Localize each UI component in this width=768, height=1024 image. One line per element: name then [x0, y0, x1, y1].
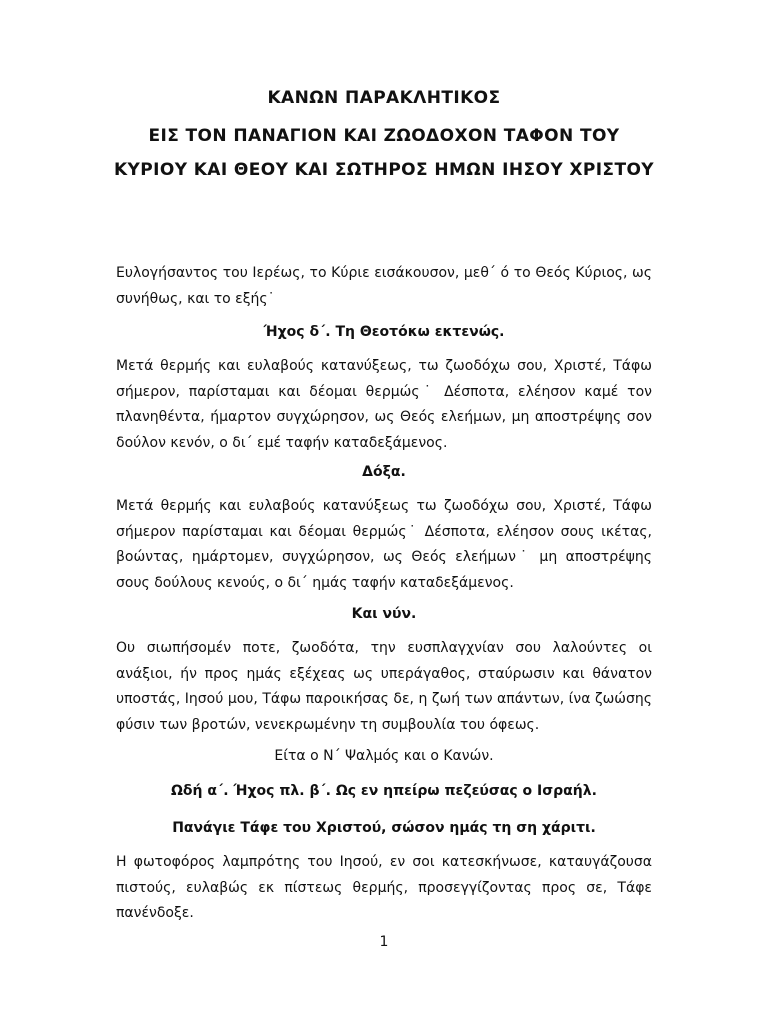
paragraph-4: Η φωτοφόρος λαμπρότης του Ιησού, εν σοι κατεσκήνωσε, καταυγάζουσα πιστούς, ευλαβώς εκ πίστεως θερμής, προσεγγίζοντας προς σε, Τάφε πανένδοξε.: [116, 854, 652, 922]
page-number: 1: [379, 934, 389, 950]
paragraph-1: Μετά θερμής και ευλαβούς κατανύξεως, τω ζωοδόχω σου, Χριστέ, Τάφω σήμερον, παρίσταμαι και δέομαι θερμώς˙ Δέσποτα, ελέησον καμέ τον πλανηθέντα, ήμαρτον συγχώρησον, ως Θεός ελεήμων, μη αποστρέψης σον δούλον κενόν, ο δι΄ εμέ ταφήν καταδεξάμενος.: [116, 358, 652, 451]
rubric-line: Είτα ο Ν΄ Ψαλμός και ο Κανών.: [274, 748, 494, 764]
section-heading-doxa: Δόξα.: [362, 464, 406, 480]
ode-heading: Ωδή α΄. Ήχος πλ. β΄. Ως εν ηπείρω πεζεύσας ο Ισραήλ.: [171, 783, 597, 799]
document-subtitle: ΕΙΣ ΤΟΝ ΠΑΝΑΓΙΟΝ ΚΑΙ ΖΩΟΔΟΧΟΝ ΤΑΦΟΝ ΤΟΥ ΚΥΡΙΟΥ ΚΑΙ ΘΕΟΥ ΚΑΙ ΣΩΤΗΡΟΣ ΗΜΩΝ ΙΗΣΟΥ ΧΡΙΣΤΟΥ: [113, 126, 655, 180]
paragraph-3: Ου σιωπήσομέν ποτε, ζωοδότα, την ευσπλαγχνίαν σου λαλούντες οι ανάξιοι, ήν προς ημάς εξέχεας ως υπεράγαθος, σταύρωσιν και θάνατον υποστάς, Ιησού μου, Τάφω παροικήσας δε, η ζωή των απάντων, ίνα ζωώσης φύσιν των βροτών, νενεκρωμένην τη συμβουλία του όφεως.: [116, 640, 652, 733]
section-heading-tone: Ήχος δ΄. Τη Θεοτόκω εκτενώς.: [263, 324, 505, 340]
paragraph-2: Μετά θερμής και ευλαβούς κατανύξεως τω ζωοδόχω σου, Χριστέ, Τάφω σήμερον παρίσταμαι και δέομαι θερμώς˙ Δέσποτα, ελέησον σους ικέτας, βοώντας, ημάρτομεν, συγχώρησον, ως Θεός ελεήμων˙ μη αποστρέψης σους δούλους κενούς, ο δι΄ ημάς ταφήν καταδεξάμενος.: [116, 498, 652, 591]
document-title: ΚΑΝΩΝ ΠΑΡΑΚΛΗΤΙΚΟΣ: [267, 88, 501, 108]
intro-paragraph: Ευλογήσαντος του Ιερέως, το Κύριε εισάκουσον, μεθ΄ ό το Θεός Κύριος, ως συνήθως, και το εξής˙: [116, 265, 652, 307]
section-heading-kai-nyn: Και νύν.: [351, 606, 417, 622]
refrain-heading: Πανάγιε Τάφε του Χριστού, σώσον ημάς τη ση χάριτι.: [172, 820, 596, 836]
